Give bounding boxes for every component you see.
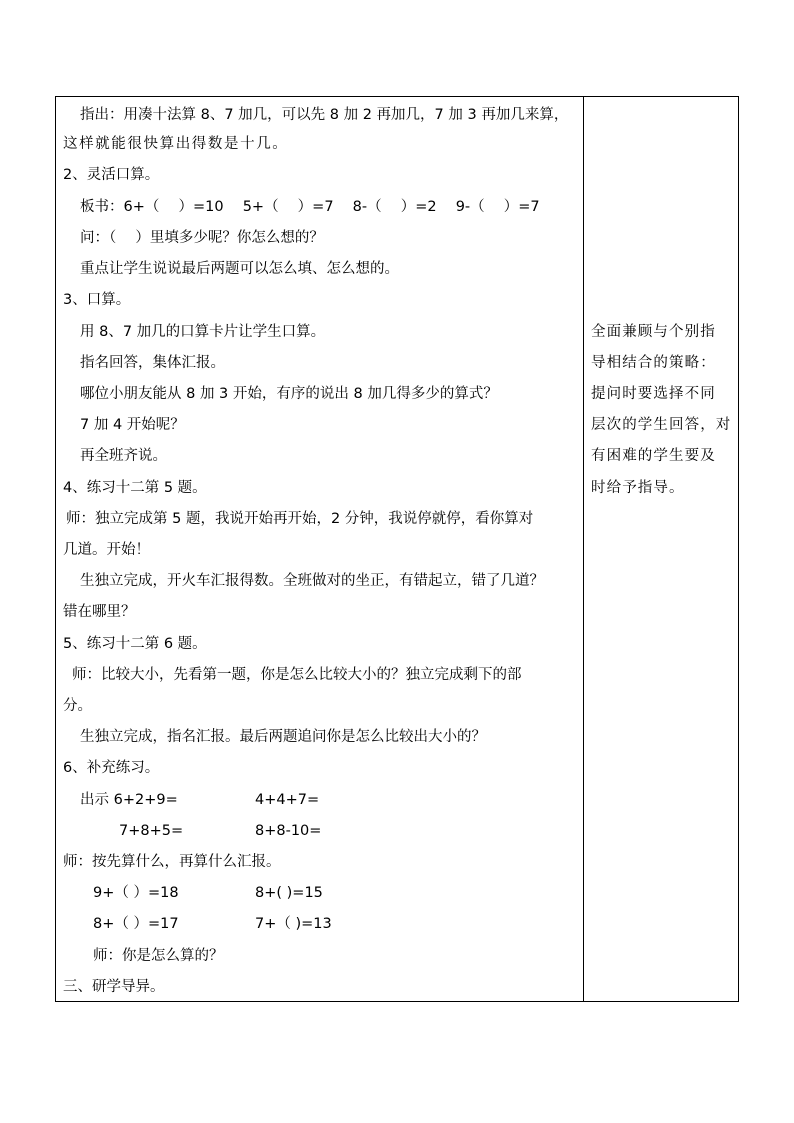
text-line: 几道。开始！ bbox=[63, 542, 150, 558]
text-line: 重点让学生说说最后两题可以怎么填、怎么想的。 bbox=[80, 261, 399, 277]
text-line: 用 8、7 加几的口算卡片让学生口算。 bbox=[80, 324, 326, 340]
text-line: 哪位小朋友能从 8 加 3 开始，有序的说出 8 加几得多少的算式？ bbox=[80, 386, 498, 402]
section-heading: 4、练习十二第 5 题。 bbox=[63, 480, 207, 496]
design-notes-cell bbox=[584, 97, 738, 1001]
section-heading: 2、灵活口算。 bbox=[63, 167, 160, 183]
exercise-expression: 出示 6+2+9= bbox=[80, 792, 178, 808]
note-line: 导相结合的策略： bbox=[591, 355, 716, 371]
exercise-expression: 7+8+5= bbox=[119, 823, 184, 839]
text-line: 这样就能很快算出得数是十几。 bbox=[63, 136, 289, 152]
note-line: 时给予指导。 bbox=[591, 480, 685, 496]
exercise-expression: 8+8-10= bbox=[255, 823, 322, 839]
exercise-expression: 8+( )=15 bbox=[255, 885, 323, 901]
text-line: 生独立完成，指名汇报。最后两题追问你是怎么比较出大小的？ bbox=[80, 729, 486, 745]
text-line: 师：独立完成第 5 题，我说开始再开始，2 分钟，我说停就停，看你算对 bbox=[66, 511, 534, 527]
teaching-process-cell bbox=[56, 97, 583, 1001]
text-line: 生独立完成，开火车汇报得数。全班做对的坐正，有错起立，错了几道？ bbox=[80, 573, 544, 589]
text-line: 错在哪里？ bbox=[63, 604, 136, 620]
section-heading: 6、补充练习。 bbox=[63, 760, 160, 776]
exercise-expression: 9+（ ）=18 bbox=[93, 885, 179, 901]
text-line: 指名回答，集体汇报。 bbox=[80, 355, 225, 371]
exercise-expression: 7+（ )=13 bbox=[255, 916, 332, 932]
text-line: 师：你是怎么算的？ bbox=[93, 948, 224, 964]
text-line: 问：（ ）里填多少呢？你怎么想的？ bbox=[80, 230, 324, 246]
text-line: 师：按先算什么，再算什么汇报。 bbox=[63, 854, 281, 870]
exercise-expression: 8+（ ）=17 bbox=[93, 916, 179, 932]
text-line: 7 加 4 开始呢？ bbox=[80, 417, 185, 433]
section-heading: 5、练习十二第 6 题。 bbox=[63, 636, 207, 652]
section-heading: 3、口算。 bbox=[63, 292, 131, 308]
note-line: 全面兼顾与个别指 bbox=[591, 324, 716, 340]
note-line: 层次的学生回答，对 bbox=[591, 417, 732, 433]
text-line: 指出：用凑十法算 8、7 加几，可以先 8 加 2 再加几，7 加 3 再加几来算， bbox=[80, 107, 569, 123]
note-line: 提问时要选择不同 bbox=[591, 386, 716, 402]
text-line: 师：比较大小，先看第一题，你是怎么比较大小的？独立完成剩下的部 bbox=[72, 667, 522, 683]
text-line: 分。 bbox=[63, 698, 92, 714]
text-line: 再全班齐说。 bbox=[80, 448, 167, 464]
note-line: 有困难的学生要及 bbox=[591, 448, 716, 464]
lesson-plan-table bbox=[55, 96, 739, 1002]
exercise-expression: 4+4+7= bbox=[255, 792, 320, 808]
text-line: 板书：6+（ ）=10 5+（ ）=7 8-（ ）=2 9-（ ）=7 bbox=[80, 199, 540, 215]
section-heading: 三、研学导异。 bbox=[63, 979, 165, 995]
